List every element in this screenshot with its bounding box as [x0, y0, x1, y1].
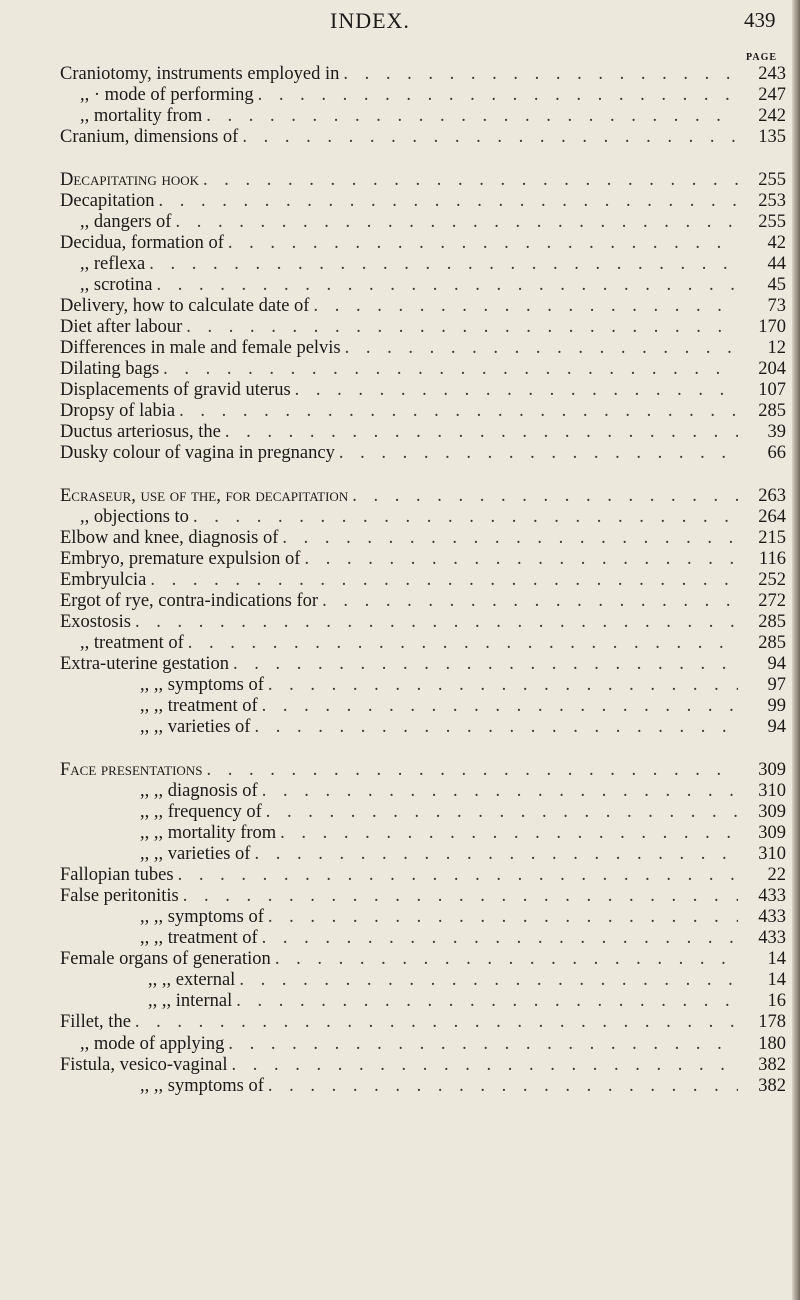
entry-page-number: 116	[758, 548, 786, 569]
dot-leader	[206, 760, 738, 781]
entry-term: Decapitating hook	[60, 169, 199, 190]
entry-term: Exostosis	[60, 612, 131, 633]
dot-leader	[295, 380, 738, 401]
entry-page-number: 22	[767, 865, 786, 886]
entry-term: ,, reflexa	[80, 253, 146, 274]
dot-leader	[228, 1034, 738, 1055]
dot-leader	[135, 612, 738, 633]
index-entry	[60, 591, 786, 612]
entry-term: False peritonitis	[60, 886, 179, 907]
entry-page-number: 94	[767, 717, 786, 738]
page-title: INDEX.	[330, 8, 410, 33]
entry-term: ,, ,, symptoms of	[140, 907, 264, 928]
running-header	[0, 2, 800, 38]
entry-term: Ergot of rye, contra-indications for	[60, 591, 319, 612]
dot-leader	[206, 106, 738, 127]
dot-leader	[203, 170, 738, 191]
entry-page-number: 107	[758, 380, 786, 401]
entry-page-number: 16	[767, 991, 786, 1012]
index-entry	[60, 675, 786, 696]
entry-term: Dusky colour of vagina in pregnancy	[60, 443, 335, 464]
index-entry	[60, 233, 786, 254]
page-column-label: PAGE	[746, 52, 778, 63]
dot-leader	[135, 1012, 738, 1033]
dot-leader	[186, 317, 738, 338]
entry-page-number: 39	[767, 422, 786, 443]
index-entry	[60, 380, 786, 401]
index-entry	[60, 633, 786, 654]
index-entry	[60, 296, 786, 317]
entry-term: ,, dangers of	[80, 211, 172, 232]
entry-page-number: 309	[758, 802, 786, 822]
dot-leader	[159, 191, 738, 212]
dot-leader	[304, 549, 738, 570]
entry-term: Cranium, dimensions of	[60, 127, 239, 148]
entry-page-number: 243	[758, 64, 786, 84]
entry-term: Fistula, vesico-vaginal	[60, 1054, 228, 1075]
dot-leader	[266, 802, 738, 823]
dot-leader	[163, 359, 738, 380]
entry-page-number: 180	[758, 1033, 786, 1054]
dot-leader	[268, 675, 738, 696]
entry-page-number: 285	[758, 612, 786, 633]
index-entry	[60, 907, 786, 928]
index-entry	[60, 654, 786, 675]
dot-leader	[242, 127, 738, 148]
dot-leader	[178, 865, 738, 886]
dot-leader	[282, 528, 738, 549]
entry-page-number: 309	[758, 823, 786, 844]
index-entry	[60, 1055, 786, 1076]
dot-leader	[262, 781, 738, 802]
entry-term: Embryo, premature expulsion of	[60, 548, 301, 569]
dot-leader	[262, 928, 738, 949]
dot-leader	[150, 570, 738, 591]
entry-term: Delivery, how to calculate date of	[60, 295, 310, 316]
index-section	[60, 486, 786, 739]
entry-page-number: 285	[758, 401, 786, 422]
entry-page-number: 12	[767, 338, 786, 359]
index-entry	[60, 612, 786, 633]
entry-term: ,, objections to	[80, 506, 189, 527]
index-entry	[60, 928, 786, 949]
entry-page-number: 73	[767, 295, 786, 316]
dot-leader	[258, 85, 738, 106]
entry-page-number: 264	[758, 506, 786, 527]
index-entry	[60, 275, 786, 296]
entry-term: Diet after labour	[60, 317, 183, 338]
entry-term: ,, ,, varieties of	[140, 717, 251, 738]
entry-term: ,, · mode of performing	[80, 85, 254, 106]
entry-page-number: 215	[758, 527, 786, 548]
entry-page-number: 99	[767, 696, 786, 717]
entry-term: Ecraseur, use of the, for decapitation	[60, 485, 349, 506]
entry-page-number: 310	[758, 844, 786, 865]
index-entry	[60, 949, 786, 970]
entry-term: Displacements of gravid uterus	[60, 380, 291, 401]
index-entry	[60, 170, 786, 191]
entry-page-number: 42	[767, 232, 786, 253]
dot-leader	[149, 254, 738, 275]
entry-term: ,, ,, symptoms of	[140, 1075, 264, 1096]
entry-term: Decapitation	[60, 190, 155, 211]
entry-page-number: 247	[758, 85, 786, 106]
dot-leader	[322, 591, 738, 612]
entry-term: Elbow and knee, diagnosis of	[60, 527, 279, 548]
index-entry	[60, 1012, 786, 1033]
dot-leader	[239, 970, 738, 991]
dot-leader	[225, 422, 738, 443]
dot-leader	[254, 717, 738, 738]
index-entry	[60, 696, 786, 717]
entry-page-number: 255	[758, 211, 786, 232]
entry-term: ,, treatment of	[80, 633, 184, 654]
dot-leader	[275, 949, 738, 970]
dot-leader	[179, 401, 738, 422]
index-entry	[60, 443, 786, 464]
index-entry	[60, 760, 786, 781]
entry-term: Female organs of generation	[60, 949, 271, 970]
entry-page-number: 14	[767, 949, 786, 970]
entry-page-number: 204	[758, 359, 786, 380]
index-entry	[60, 844, 786, 865]
entry-page-number: 94	[767, 654, 786, 675]
entry-page-number: 433	[758, 928, 786, 949]
dot-leader	[156, 275, 738, 296]
index-entry	[60, 191, 786, 212]
entry-term: ,, ,, frequency of	[140, 802, 262, 822]
index-entry	[60, 823, 786, 844]
entry-page-number: 310	[758, 780, 786, 801]
index-entries	[60, 64, 786, 1118]
dot-leader	[236, 991, 738, 1012]
index-entry	[60, 106, 786, 127]
entry-page-number: 135	[758, 127, 786, 148]
entry-term: Differences in male and female pelvis	[60, 338, 341, 359]
entry-page-number: 170	[758, 317, 786, 338]
entry-page-number: 14	[767, 970, 786, 991]
dot-leader	[268, 907, 738, 928]
entry-page-number: 242	[758, 106, 786, 127]
index-entry	[60, 1034, 786, 1055]
entry-term: Face presentations	[60, 759, 203, 780]
entry-page-number: 253	[758, 190, 786, 211]
index-section	[60, 64, 786, 148]
index-entry	[60, 486, 786, 507]
index-entry	[60, 717, 786, 738]
dot-leader	[313, 296, 738, 317]
book-edge-shadow	[792, 0, 800, 1300]
index-entry	[60, 317, 786, 338]
dot-leader	[268, 1076, 738, 1097]
index-entry	[60, 1076, 786, 1097]
entry-term: ,, scrotina	[80, 274, 153, 295]
entry-page-number: 309	[758, 759, 786, 780]
entry-term: Fallopian tubes	[60, 865, 174, 886]
dot-leader	[193, 507, 738, 528]
dot-leader	[343, 64, 738, 85]
index-entry	[60, 507, 786, 528]
index-entry	[60, 254, 786, 275]
dot-leader	[280, 823, 738, 844]
index-entry	[60, 64, 786, 85]
index-entry	[60, 359, 786, 380]
index-entry	[60, 549, 786, 570]
entry-page-number: 44	[767, 253, 786, 274]
dot-leader	[339, 443, 738, 464]
entry-page-number: 178	[758, 1012, 786, 1033]
dot-leader	[188, 633, 738, 654]
index-entry	[60, 85, 786, 106]
dot-leader	[232, 1055, 739, 1076]
entry-term: ,, ,, varieties of	[140, 844, 251, 865]
entry-term: ,, ,, diagnosis of	[140, 780, 258, 801]
entry-page-number: 263	[758, 485, 786, 506]
page-number: 439	[744, 8, 776, 32]
entry-page-number: 285	[758, 633, 786, 654]
entry-term: Ductus arteriosus, the	[60, 422, 221, 443]
entry-term: Dropsy of labia	[60, 401, 176, 422]
entry-term: ,, ,, treatment of	[140, 696, 258, 717]
index-entry	[60, 127, 786, 148]
entry-page-number: 433	[758, 886, 786, 907]
entry-term: Craniotomy, instruments employed in	[60, 64, 340, 84]
entry-page-number: 97	[767, 675, 786, 696]
entry-term: ,, ,, mortality from	[140, 823, 277, 844]
index-entry	[60, 338, 786, 359]
entry-term: ,, ,, symptoms of	[140, 675, 264, 696]
entry-term: Embryulcia	[60, 570, 147, 591]
entry-term: ,, mortality from	[80, 106, 203, 127]
entry-term: Extra-uterine gestation	[60, 654, 230, 675]
entry-term: ,, ,, internal	[148, 991, 233, 1012]
index-entry	[60, 886, 786, 907]
dot-leader	[228, 233, 738, 254]
entry-page-number: 272	[758, 591, 786, 612]
entry-page-number: 433	[758, 907, 786, 928]
index-entry	[60, 212, 786, 233]
entry-page-number: 66	[767, 443, 786, 464]
index-section	[60, 170, 786, 465]
dot-leader	[175, 212, 738, 233]
dot-leader	[262, 696, 738, 717]
dot-leader	[345, 338, 738, 359]
dot-leader	[352, 486, 738, 507]
index-entry	[60, 991, 786, 1012]
dot-leader	[233, 654, 738, 675]
index-entry	[60, 401, 786, 422]
entry-term: Fillet, the	[60, 1012, 131, 1033]
dot-leader	[183, 886, 738, 907]
index-entry	[60, 528, 786, 549]
index-entry	[60, 781, 786, 802]
entry-term: Decidua, formation of	[60, 232, 224, 253]
dot-leader	[254, 844, 738, 865]
index-entry	[60, 865, 786, 886]
entry-term: ,, ,, treatment of	[140, 928, 258, 949]
entry-term: ,, mode of applying	[80, 1033, 225, 1054]
index-entry	[60, 970, 786, 991]
entry-term: Dilating bags	[60, 359, 160, 380]
entry-page-number: 382	[758, 1075, 786, 1096]
entry-page-number: 45	[767, 274, 786, 295]
index-entry	[60, 570, 786, 591]
entry-page-number: 255	[758, 169, 786, 190]
index-entry	[60, 422, 786, 443]
entry-page-number: 252	[758, 570, 786, 591]
entry-page-number: 382	[758, 1054, 786, 1075]
index-section	[60, 760, 786, 1097]
entry-term: ,, ,, external	[148, 970, 236, 991]
index-entry	[60, 802, 786, 823]
